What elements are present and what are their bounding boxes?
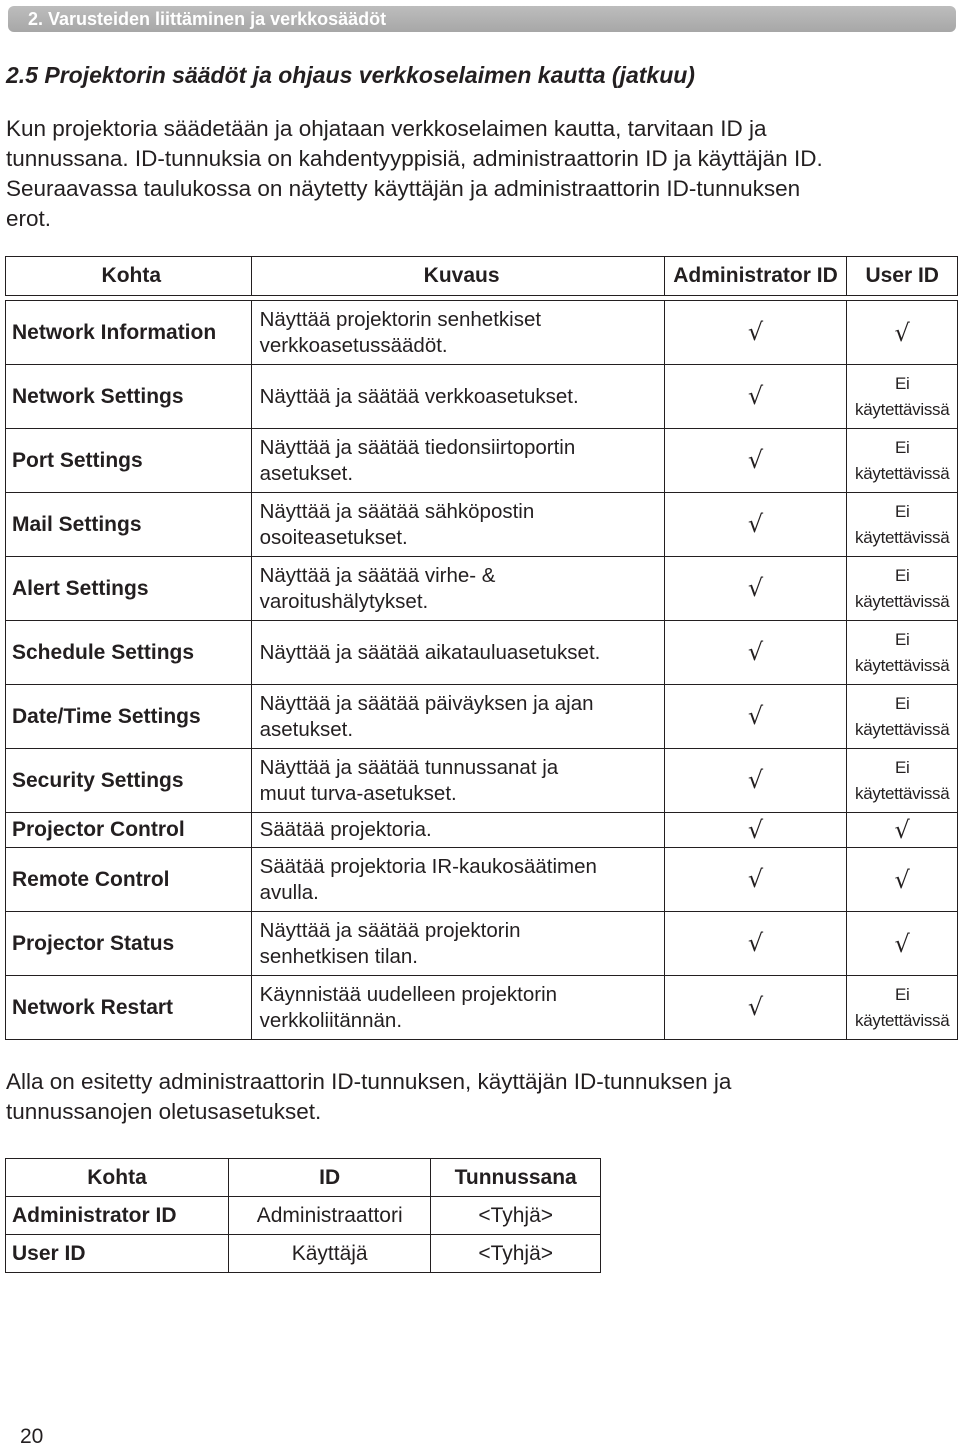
item-label: Mail Settings [12,512,142,536]
check-mark: √ [747,865,764,893]
user-access: Ei [894,437,910,457]
description-line: Käynnistää uudelleen projektorin [259,982,558,1006]
cell-id: Administraattori [229,1197,431,1235]
user-access: Ei [894,757,910,777]
page-number: 20 [20,1425,44,1448]
cell-item [6,301,252,365]
item-label: Alert Settings [12,576,149,600]
description-line: Näyttää projektorin senhetkiset [259,307,542,331]
intro-line: erot. [6,206,52,231]
table-row [6,1197,601,1235]
user-access-note: käytettävissä [855,527,950,547]
description-line: osoiteasetukset. [259,525,408,549]
cell-description [251,365,664,429]
cell-user [847,685,958,749]
description-line: Näyttää ja säätää tiedonsiirtoportin [259,435,576,459]
cell-user [847,493,958,557]
item-label: Projector Status [12,931,175,955]
check-mark: √ [747,446,764,474]
column-header: ID [229,1159,431,1197]
user-access: √ [894,929,910,958]
cell-user [847,749,958,813]
cell-admin [664,365,847,429]
user-access: √ [894,816,910,844]
cell-admin [664,685,847,749]
user-access-note: käytettävissä [855,783,950,803]
section-title: 2.5 Projektorin säädöt ja ohjaus verkkoselaimen kautta (jatkuu) [6,62,695,88]
cell-description [251,848,664,912]
cell-description [251,813,664,848]
user-access-note: käytettävissä [855,399,950,419]
item-label: Network Restart [12,995,174,1019]
cell-user [847,429,958,493]
cell-description [251,301,664,365]
description-line: asetukset. [259,461,354,485]
paragraph-line: Alla on esitetty administraattorin ID-tunnuksen, käyttäjän ID-tunnuksen ja [6,1069,732,1094]
cell-item [6,621,252,685]
default-credentials-table [5,1158,601,1273]
check-mark: √ [747,766,764,794]
cell-id: Käyttäjä [229,1235,431,1273]
description-line: Näyttää ja säätää aikatauluasetukset. [259,640,601,664]
cell-admin [664,848,847,912]
cell-user [847,301,958,365]
table-row [6,976,958,1040]
column-header: Kohta [6,257,252,296]
table-row [6,557,958,621]
item-label: Remote Control [12,867,170,891]
check-mark: √ [747,318,764,346]
user-access: Ei [894,501,910,521]
description-line: muut turva-asetukset. [259,781,457,805]
chapter-header-bar [8,6,956,32]
table-header-row [6,1159,601,1197]
user-access-note: käytettävissä [855,1010,950,1030]
user-access: √ [894,865,910,894]
intro-line: tunnussana. ID-tunnuksia on kahdentyyppisiä, administraattorin ID ja käyttäjän ID. [6,146,823,171]
cell-user [847,365,958,429]
description-line: Näyttää ja säätää päiväyksen ja ajan [259,691,594,715]
intro-paragraph [6,114,926,234]
cell-admin [664,749,847,813]
cell-admin [664,912,847,976]
cell-description [251,976,664,1040]
defaults-paragraph [6,1067,906,1127]
item-label: Date/Time Settings [12,704,201,728]
user-access: Ei [894,565,910,585]
cell-item [6,848,252,912]
description-line: Näyttää ja säätää verkkoasetukset. [259,384,579,408]
cell-user [847,848,958,912]
table-row [6,749,958,813]
cell-item [6,429,252,493]
column-header: Kohta [6,1159,229,1197]
table-row [6,365,958,429]
cell-admin [664,557,847,621]
description-line: Näyttää ja säätää virhe- & [259,563,496,587]
cell-item [6,912,252,976]
intro-line: Kun projektoria säädetään ja ohjataan verkkoselaimen kautta, tarvitaan ID ja [6,116,767,141]
item-label: Port Settings [12,448,143,472]
description-line: verkkoliitännän. [259,1008,403,1032]
cell-user [847,813,958,848]
cell-item [6,365,252,429]
chapter-title: 2. Varusteiden liittäminen ja verkkosäädöt [28,9,387,29]
user-access-note: käytettävissä [855,463,950,483]
check-mark: √ [747,574,764,602]
description-line: senhetkisen tilan. [259,944,418,968]
check-mark: √ [747,638,764,666]
cell-user [847,912,958,976]
user-access-note: käytettävissä [855,719,950,739]
description-line: Näyttää ja säätää tunnussanat ja [259,755,559,779]
description-line: avulla. [259,880,319,904]
table-row [6,813,958,848]
cell-item: Administrator ID [6,1197,229,1235]
table-row [6,912,958,976]
user-access: √ [894,318,910,347]
cell-description [251,557,664,621]
cell-description [251,749,664,813]
check-mark: √ [747,993,764,1021]
table-row [6,1235,601,1273]
user-access: Ei [894,984,910,1004]
cell-item [6,685,252,749]
cell-admin [664,976,847,1040]
paragraph-line: tunnussanojen oletusasetukset. [6,1099,322,1124]
cell-item [6,557,252,621]
check-mark: √ [747,815,764,844]
item-label: Network Information [12,320,217,344]
cell-admin [664,621,847,685]
intro-line: Seuraavassa taulukossa on näytetty käyttäjän ja administraattorin ID-tunnuksen [6,176,801,201]
table-row [6,848,958,912]
user-access-note: käytettävissä [855,591,950,611]
description-line: Näyttää ja säätää sähköpostin [259,499,535,523]
table-row [6,685,958,749]
cell-item [6,813,252,848]
user-access: Ei [894,373,910,393]
cell-password: <Tyhjä> [431,1235,601,1273]
cell-item [6,749,252,813]
cell-password: <Tyhjä> [431,1197,601,1235]
table-row [6,621,958,685]
cell-item: User ID [6,1235,229,1273]
cell-item [6,493,252,557]
cell-admin [664,301,847,365]
column-header: Tunnussana [431,1159,601,1197]
user-access: Ei [894,629,910,649]
column-header: Kuvaus [251,257,664,296]
table-header-row [6,257,958,296]
cell-admin [664,493,847,557]
description-line: asetukset. [259,717,354,741]
description-line: Säätää projektoria. [259,818,432,841]
description-line: varoitushälytykset. [259,589,429,613]
item-label: Security Settings [12,768,184,792]
item-label: Projector Control [12,818,185,841]
check-mark: √ [747,382,764,410]
item-label: Network Settings [12,384,184,408]
check-mark: √ [747,510,764,538]
cell-description [251,493,664,557]
description-line: Säätää projektoria IR-kaukosäätimen [259,854,597,878]
column-header: User ID [847,257,958,296]
cell-admin [664,429,847,493]
cell-user [847,976,958,1040]
user-access-note: käytettävissä [855,655,950,675]
table-row [6,429,958,493]
check-mark: √ [747,702,764,730]
cell-user [847,621,958,685]
cell-user [847,557,958,621]
cell-admin [664,813,847,848]
table-row [6,301,958,365]
description-line: verkkoasetussäädöt. [259,333,448,357]
cell-description [251,685,664,749]
id-privileges-table [5,256,958,1040]
cell-item [6,976,252,1040]
cell-description [251,621,664,685]
check-mark: √ [747,929,764,957]
description-line: Näyttää ja säätää projektorin [259,918,521,942]
column-header: Administrator ID [664,257,847,296]
table-row [6,493,958,557]
cell-description [251,429,664,493]
item-label: Schedule Settings [12,640,195,664]
user-access: Ei [894,693,910,713]
cell-description [251,912,664,976]
